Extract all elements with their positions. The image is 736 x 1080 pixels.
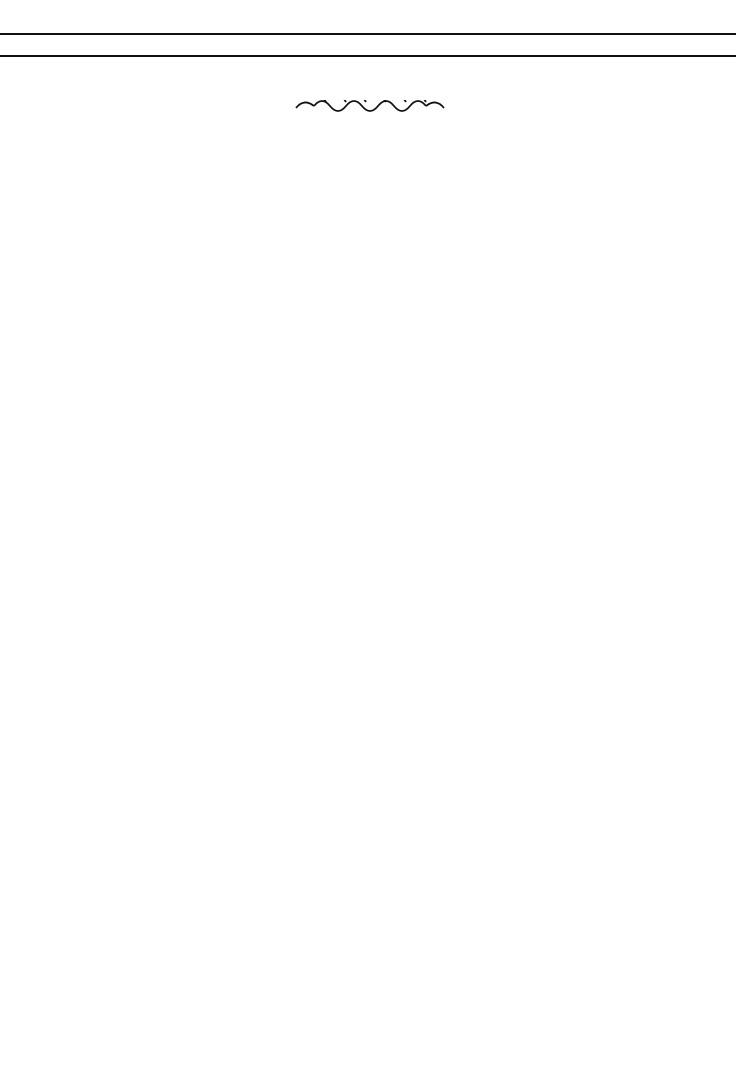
- idiom-card-frame: [56, 100, 692, 412]
- paragraph-conclusion: [72, 784, 692, 814]
- top-ornament-border: [0, 30, 736, 60]
- paragraph-answer: [72, 700, 692, 730]
- paragraph-intro: [72, 450, 692, 480]
- idiom-card: [56, 100, 692, 412]
- page-number: [344, 980, 392, 1020]
